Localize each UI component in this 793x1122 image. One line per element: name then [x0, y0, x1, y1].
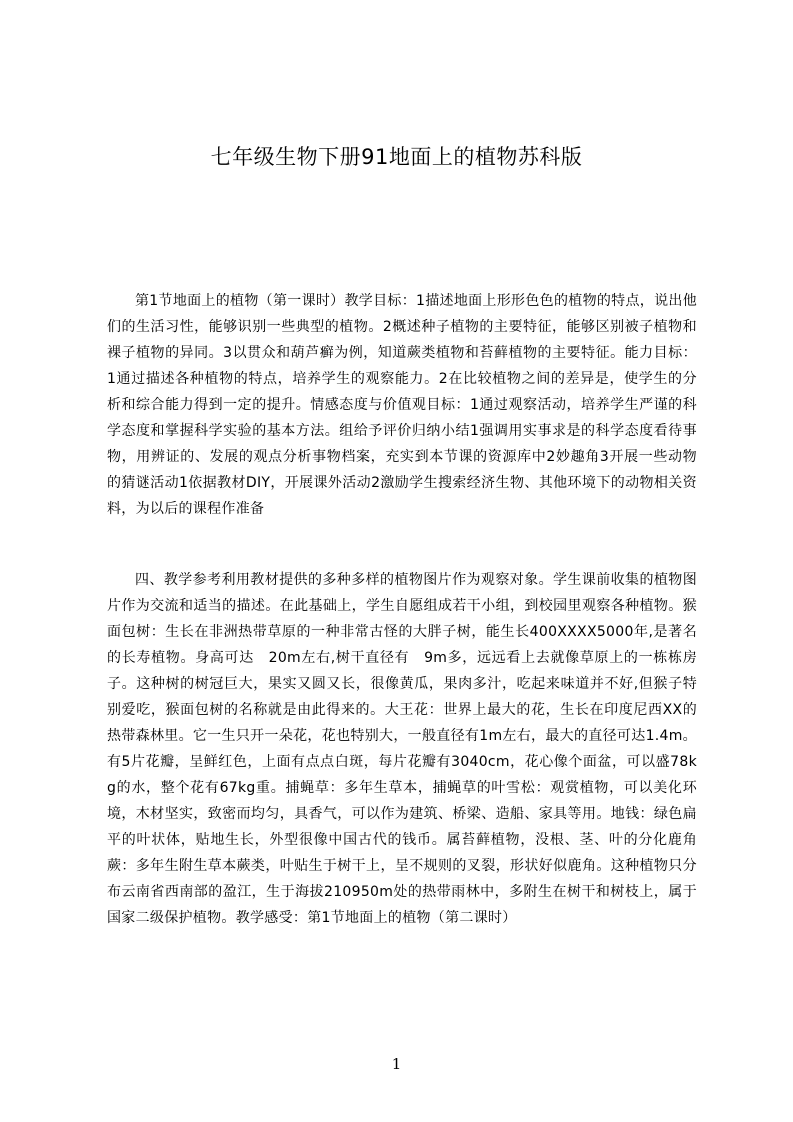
body-paragraph-2: 四、教学参考利用教材提供的多种多样的植物图片作为观察对象。学生课前收集的植物图片作为交流和适当的描述。在此基础上，学生自愿组成若干小组，到校园里观察各种植物。猴面包树：生长在非洲热带草原的一种非常古怪的大胖子树，能生长400XXXX5000年,是著名的长寿植物。身高可达 20m左右,树干直径有 9m多，远远看上去就像草原上的一栋栋房子。这种树的树冠巨大，果实又圆又长，很像黄瓜，果肉多汁，吃起来味道并不好,但猴子特别爱吃，猴面包树的名称就是由此得来的。大王花：世界上最大的花，生长在印度尼西XX的热带森林里。它一生只开一朵花，花也特别大，一般直径有1m左右，最大的直径可达1.4m。有5片花瓣，呈鲜红色，上面有点点白斑，每片花瓣有3040cm，花心像个面盆，可以盛78kg的水，整个花有67kg重。捕蝇草：多年生草本，捕蝇草的叶雪松：观赏植物，可以美化环境，木材坚实，致密而均匀，具香气，可以作为建筑、桥梁、造船、家具等用。地钱：绿色扁平的叶状体，贴地生长，外型很像中国古代的钱币。属苔藓植物，没根、茎、叶的分化鹿角蕨：多年生附生草本蕨类，叶贴生于树干上，呈不规则的叉裂，形状好似鹿角。这种植物只分布云南省西南部的盈江，生于海拔210950m处的热带雨林中，多附生在树干和树枝上，属于国家二级保护植物。教学感受：第1节地面上的植物（第二课时）: [107, 572, 697, 926]
page-number: 1: [391, 1055, 402, 1073]
page-title: 七年级生物下册91地面上的植物苏科版: [210, 145, 583, 169]
body-paragraph-1: 第1节地面上的植物（第一课时）教学目标：1描述地面上形形色色的植物的特点，说出他们的生活习性，能够识别一些典型的植物。2概述种子植物的主要特征，能够区别被子植物和裸子植物的异同。3以贯众和葫芦癣为例，知道蕨类植物和苔藓植物的主要特征。能力目标：1通过描述各种植物的特点，培养学生的观察能力。2在比较植物之间的差异是，使学生的分析和综合能力得到一定的提升。情感态度与价值观目标：1通过观察活动，培养学生严谨的科学态度和掌握科学实验的基本方法。组给予评价归纳小结1强调用实事求是的科学态度看待事物，用辨证的、发展的观点分析事物档案，充实到本节课的资源库中2妙趣角3开展一些动物的猜谜活动1依据教材DIY，开展课外活动2激励学生搜索经济生物、其他环境下的动物相关资料，为以后的课程作准备: [107, 293, 697, 517]
